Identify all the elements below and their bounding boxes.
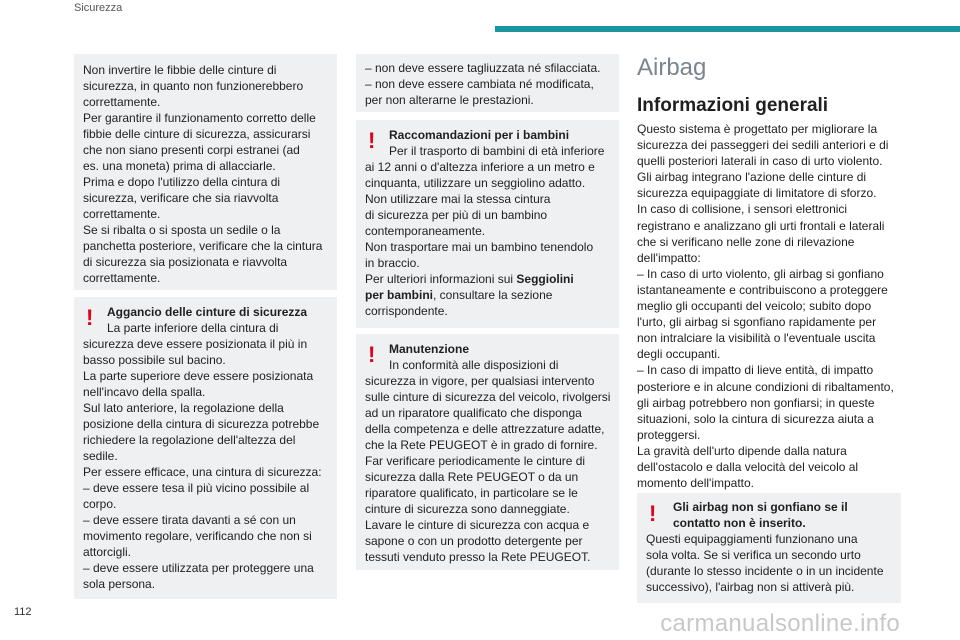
airbag-description: Questo sistema è progettato per migliorare la sicurezza dei passeggeri dei sedili anteriori e di quelli posteriori laterali in caso di urto violento. Gli airbag integrano l'azione delle cinture di sicurezza equipaggiate di limitatore di sforzo. In caso di collisione, i sensori elettronici registrano e analizzano gli urti frontali e laterali che si verificano nelle zone di rilevazione dell'impatto: – In caso di urto violento, gli airbag si gonfiano istantaneamente e contribuiscono a proteggere meglio gli occupanti del veicolo; subito dopo l'urto, gli airbag si sgonfiano rapidamente per non intralciare la visibilità o l'eventuale uscita degli occupanti. – In caso di impatto di lieve entità, di impatto posteriore e in alcune condizioni di ribaltamento, gli airbag potrebbero non gonfiarsi; in queste situazioni, solo la cintura di sicurezza aiuta a proteggersi. La gravità dell'urto dipende dalla natura dell'ostacolo e dalla velocità del veicolo al momento dell'impatto. — [637, 122, 894, 491]
children-warning-title: Raccomandazioni per i bambini — [389, 128, 570, 142]
buckle-warning-box — [74, 297, 337, 599]
section-heading-airbag: Airbag — [637, 54, 707, 81]
airbag-warning-box — [637, 493, 901, 603]
child-seats-link-text: Seggiolini per bambini — [365, 272, 574, 302]
warning-icon: ! — [368, 342, 376, 367]
section-title: Sicurezza — [74, 2, 123, 14]
children-warning-body — [365, 143, 611, 319]
watermark: carmanualsonline.info — [660, 610, 900, 637]
header-accent-bar — [495, 26, 960, 32]
children-warning-text-end: , consultare la sezione corrispondente. — [365, 288, 553, 318]
subheading-general-info: Informazioni generali — [637, 95, 829, 116]
maintenance-warning-box — [356, 334, 619, 570]
maintenance-warning-body: In conformità alle disposizioni di sicurezza in vigore, per qualsiasi intervento sulle cinture di sicurezza del veicolo, rivolgersi ad un riparatore qualificato che disponga della competenza e delle attrezzature adatte, che la Rete PEUGEOT è in grado di fornire. Far verificare periodicamente le cinture di sicurezza dalla Rete PEUGEOT o da un riparatore qualificato, in particolare se le cinture di sicurezza sono danneggiate. Lavare le cinture di sicurezza con acqua e sapone o con un prodotto detergente per tessuti venduto presso la Rete PEUGEOT. — [365, 358, 611, 564]
buckle-warning-body: La parte inferiore della cintura di sicurezza deve essere posizionata il più in basso possibile sul bacino. La parte superiore deve essere posizionata nell'incavo della spalla. Sul lato anteriore, la regolazione della posizione della cintura di sicurezza potrebbe richiedere la regolazione dell'altezza del sedile. Per essere efficace, una cintura di sicurezza: – deve essere tesa il più vicino possibile al corpo. – deve essere tirata davanti a sé con un movimento regolare, verificando che non si attorcigli. – deve essere utilizzata per proteggere una sola persona. — [83, 321, 322, 591]
children-warning-box — [356, 120, 619, 328]
warning-icon: ! — [368, 128, 376, 153]
buckle-warning-title: Aggancio delle cinture di sicurezza — [107, 305, 308, 319]
warning-icon: ! — [86, 305, 94, 330]
airbag-warning-body: Questi equipaggiamenti funzionano una sola volta. Se si verifica un secondo urto (durante lo stesso incidente o in un incidente successivo), l'airbag non si attiverà più. — [646, 532, 884, 594]
warning-icon: ! — [649, 501, 657, 526]
belt-condition-note — [356, 54, 619, 112]
airbag-warning-title: Gli airbag non si gonfiano se il contatto non è inserito. — [673, 500, 848, 530]
page-number: 112 — [14, 606, 32, 618]
maintenance-warning-title: Manutenzione — [389, 342, 469, 356]
seatbelt-usage-text: Non invertire le fibbie delle cinture di sicurezza, in quanto non funzionerebbero correttamente. Per garantire il funzionamento corretto delle fibbie delle cinture di sicurezza, assicurarsi che non siano presenti corpi estranei (ad es. una moneta) prima di allacciarle. Prima e dopo l'utilizzo della cintura di sicurezza, verificare che sia riavvolta correttamente. Se si ribalta o si sposta un sedile o la panchetta posteriore, verificare che la cintura di sicurezza sia posizionata e riavvolta correttamente. — [83, 63, 323, 285]
belt-condition-text: – non deve essere tagliuzzata né sfilacciata. – non deve essere cambiata né modificata, per non alterarne le prestazioni. — [365, 61, 601, 107]
seatbelt-usage-note — [74, 54, 337, 290]
children-warning-text: Per il trasporto di bambini di età inferiore ai 12 anni o d'altezza inferiore a un metro e cinquanta, utilizzare un seggiolino adatto. Non utilizzare mai la stessa cintura di sicurezza per più di un bambino contemporaneamente. Non trasportare mai un bambino tenendolo in braccio. Per ulteriori informazioni sui — [365, 144, 605, 286]
